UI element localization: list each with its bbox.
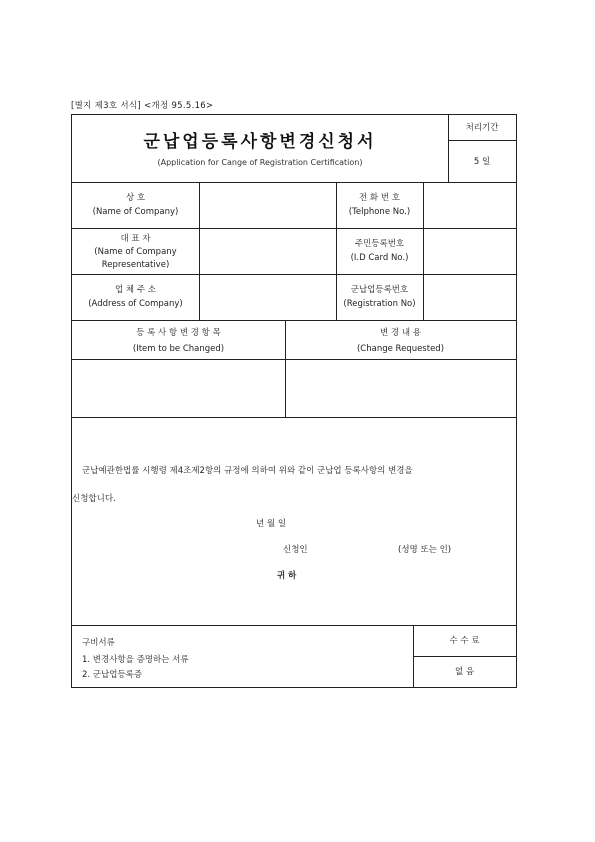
required-document-item: 2. 군납업등록증 xyxy=(82,670,143,680)
date-line: 년 월 일 xyxy=(256,519,287,529)
addressee-line: 귀 하 xyxy=(277,571,297,581)
item-to-change-header-en: (Item to be Changed) xyxy=(132,344,225,354)
processing-period-label: 처리기간 xyxy=(465,123,499,133)
representative-label-en: Representative) xyxy=(101,260,170,270)
company-name-label: 상 호 xyxy=(125,193,146,203)
registration-field[interactable] xyxy=(424,275,516,320)
representative-field[interactable] xyxy=(200,229,336,274)
phone-label-en: (Telphone No.) xyxy=(348,207,411,217)
signature-label: (성명 또는 인) xyxy=(398,545,452,555)
company-name-field[interactable] xyxy=(200,183,336,228)
form-title: 군납업등록사항변경신청서 xyxy=(143,132,377,152)
id-card-label-en: (I.D Card No.) xyxy=(350,253,409,263)
registration-label: 군납업등록번호 xyxy=(350,285,409,295)
address-label: 업 체 주 소 xyxy=(115,285,156,295)
representative-label-en: (Name of Company xyxy=(94,247,177,257)
form-header: [별지 제3호 서식] <개정 95.5.16> xyxy=(71,101,214,111)
fee-label: 수 수 료 xyxy=(449,636,480,646)
representative-label: 대 표 자 xyxy=(120,234,151,244)
change-requested-header-en: (Change Requested) xyxy=(356,344,445,354)
divider xyxy=(72,320,516,321)
address-field[interactable] xyxy=(200,275,336,320)
divider xyxy=(72,625,516,626)
change-requested-field[interactable] xyxy=(286,360,516,417)
phone-label: 전 화 번 호 xyxy=(359,193,400,203)
id-card-field[interactable] xyxy=(424,229,516,274)
fee-value: 없 음 xyxy=(454,667,475,677)
form-frame xyxy=(71,114,517,688)
company-name-label-en: (Name of Company) xyxy=(92,207,179,217)
id-card-label: 주민등록번호 xyxy=(354,239,405,249)
change-requested-header: 변 경 내 용 xyxy=(380,328,421,338)
item-to-change-header: 등 록 사 항 변 경 항 목 xyxy=(136,328,221,338)
address-label-en: (Address of Company) xyxy=(88,299,183,309)
phone-field[interactable] xyxy=(424,183,516,228)
statement-text-2: 신청합니다. xyxy=(72,494,116,504)
form-subtitle: (Application for Cange of Registration Certification) xyxy=(157,158,363,167)
item-to-change-field[interactable] xyxy=(73,360,285,417)
required-document-item: 1. 변경사항을 증명하는 서류 xyxy=(82,655,189,665)
registration-label-en: (Registration No) xyxy=(343,299,416,309)
processing-period-value: 5 일 xyxy=(473,157,491,167)
statement-text: 군납예관한법률 시행령 제4조제2항의 규정에 의하여 위와 같이 군납업 등록사항의 변경을 xyxy=(82,466,413,476)
divider xyxy=(448,140,516,141)
required-documents-label: 구비서류 xyxy=(82,638,115,648)
divider xyxy=(72,417,516,418)
applicant-label: 신청인 xyxy=(283,545,308,555)
divider xyxy=(413,656,516,657)
